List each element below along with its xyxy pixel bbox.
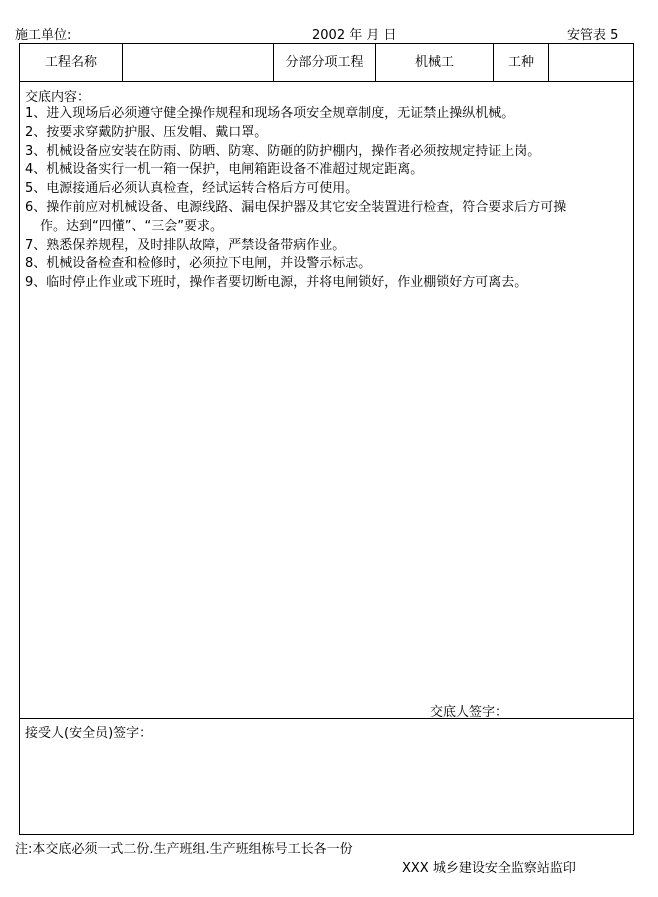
receiver-signature-section[interactable] <box>20 719 633 834</box>
list-item-text: 8、机械设备检查和检修时，必须拉下电闸，并设警示标志。 <box>25 256 372 272</box>
list-item <box>25 274 633 293</box>
trade-value[interactable] <box>549 44 633 81</box>
list-item <box>25 105 633 124</box>
briefing-content-section <box>20 82 633 719</box>
project-info-row <box>20 44 633 82</box>
project-name-label: 工程名称 <box>20 44 123 81</box>
list-item <box>25 180 633 199</box>
list-item-text: 4、机械设备实行一机一箱一保护，电闸箱距设备不准超过规定距离。 <box>25 162 424 178</box>
list-item-text: 2、按要求穿戴防护服、压发帽、戴口罩。 <box>25 124 268 140</box>
receiver-signature-label: 接受人(安全员)签字： <box>25 726 153 741</box>
briefing-item-list <box>25 105 633 293</box>
list-item <box>25 124 633 143</box>
list-item-text: 7、熟悉保养规程，及时排队故障，严禁设备带病作业。 <box>25 237 346 253</box>
list-item-text: 作。达到“四懂”、“三会”要求。 <box>40 218 223 234</box>
list-item <box>25 143 633 162</box>
footer-seal: XXX 城乡建设安全监察站监印 <box>402 861 576 876</box>
subproject-label: 分部分项工程 <box>274 44 376 81</box>
subproject-value[interactable]: 机械工 <box>376 44 494 81</box>
list-item <box>25 255 633 274</box>
trade-label: 工种 <box>494 44 549 81</box>
content-title: 交底内容： <box>25 90 91 105</box>
list-item <box>25 199 633 237</box>
handover-signature-label: 交底人签字： <box>430 705 509 720</box>
list-item <box>25 161 633 180</box>
construction-unit-label: 施工单位: <box>15 28 72 43</box>
date-field: 2002 年 月 日 <box>312 28 397 43</box>
form-number: 安管表 5 <box>567 28 619 43</box>
list-item-text: 3、机械设备应安装在防雨、防晒、防寒、防砸的防护棚内，操作者必须按规定持证上岗。 <box>25 143 541 159</box>
safety-briefing-form <box>19 43 634 835</box>
list-item-text: 5、电源接通后必须认真检查，经试运转合格后方可使用。 <box>25 181 359 197</box>
list-item-text: 9、临时停止作业或下班时，操作者要切断电源，并将电闸锁好，作业棚锁好方可离去。 <box>25 275 528 291</box>
project-name-value[interactable] <box>123 44 274 81</box>
footer-note: 注:本交底必须一式二份.生产班组.生产班组栋号工长各一份 <box>15 842 353 857</box>
list-item <box>25 237 633 256</box>
list-item-text: 6、操作前应对机械设备、电源线路、漏电保护器及其它安全装置进行检查，符合要求后方可操 <box>25 199 567 215</box>
list-item-text: 1、进入现场后必须遵守健全操作规程和现场各项安全规章制度，无证禁止操纵机械。 <box>25 106 515 121</box>
